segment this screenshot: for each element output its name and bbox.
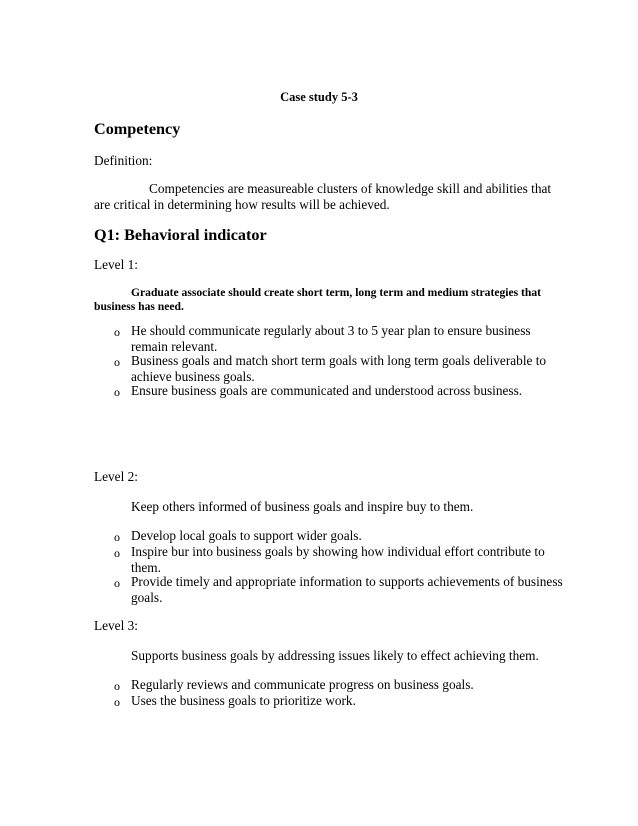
bullet-icon: o xyxy=(114,695,120,709)
list-item-continuation: remain relevant. xyxy=(131,339,218,354)
bullet-icon: o xyxy=(114,576,120,590)
definition-text-line-1: Competencies are measureable clusters of knowledge skill and abilities that xyxy=(149,181,552,196)
bullet-icon: o xyxy=(114,530,120,544)
level-3-label: Level 3: xyxy=(94,618,138,633)
list-item: He should communicate regularly about 3 to 5 year plan to ensure business xyxy=(131,323,531,338)
list-item: Inspire bur into business goals by showing how individual effort contribute to xyxy=(131,544,545,559)
bullet-icon: o xyxy=(114,355,120,369)
list-item: Uses the business goals to prioritize work. xyxy=(131,693,356,708)
definition-text-line-2: are critical in determining how results will be achieved. xyxy=(94,197,390,212)
list-item: Business goals and match short term goals with long term goals deliverable to xyxy=(131,353,547,368)
bullet-icon: o xyxy=(114,679,120,693)
list-item: Ensure business goals are communicated and understood across business. xyxy=(131,383,523,398)
heading-q1: Q1: Behavioral indicator xyxy=(94,226,267,244)
bullet-icon: o xyxy=(114,385,120,399)
bullet-icon: o xyxy=(114,325,120,339)
level-2-intro: Keep others informed of business goals and inspire buy to them. xyxy=(131,499,474,514)
definition-label: Definition: xyxy=(94,153,153,168)
heading-competency: Competency xyxy=(94,120,181,138)
list-item-continuation: achieve business goals. xyxy=(131,369,255,384)
list-item: Develop local goals to support wider goals. xyxy=(131,528,362,543)
list-item-continuation: them. xyxy=(131,560,161,575)
list-item: Provide timely and appropriate information to supports achievements of business xyxy=(131,574,563,589)
level-1-intro-line-1: Graduate associate should create short term, long term and medium strategies that xyxy=(131,286,542,299)
level-2-label: Level 2: xyxy=(94,469,138,484)
list-item-continuation: goals. xyxy=(131,590,163,605)
level-1-label: Level 1: xyxy=(94,257,138,272)
level-3-intro: Supports business goals by addressing issues likely to effect achieving them. xyxy=(131,648,539,663)
level-1-intro-line-2: business has need. xyxy=(94,300,184,313)
bullet-icon: o xyxy=(114,546,120,560)
list-item: Regularly reviews and communicate progress on business goals. xyxy=(131,677,474,692)
document-title: Case study 5-3 xyxy=(280,90,358,104)
